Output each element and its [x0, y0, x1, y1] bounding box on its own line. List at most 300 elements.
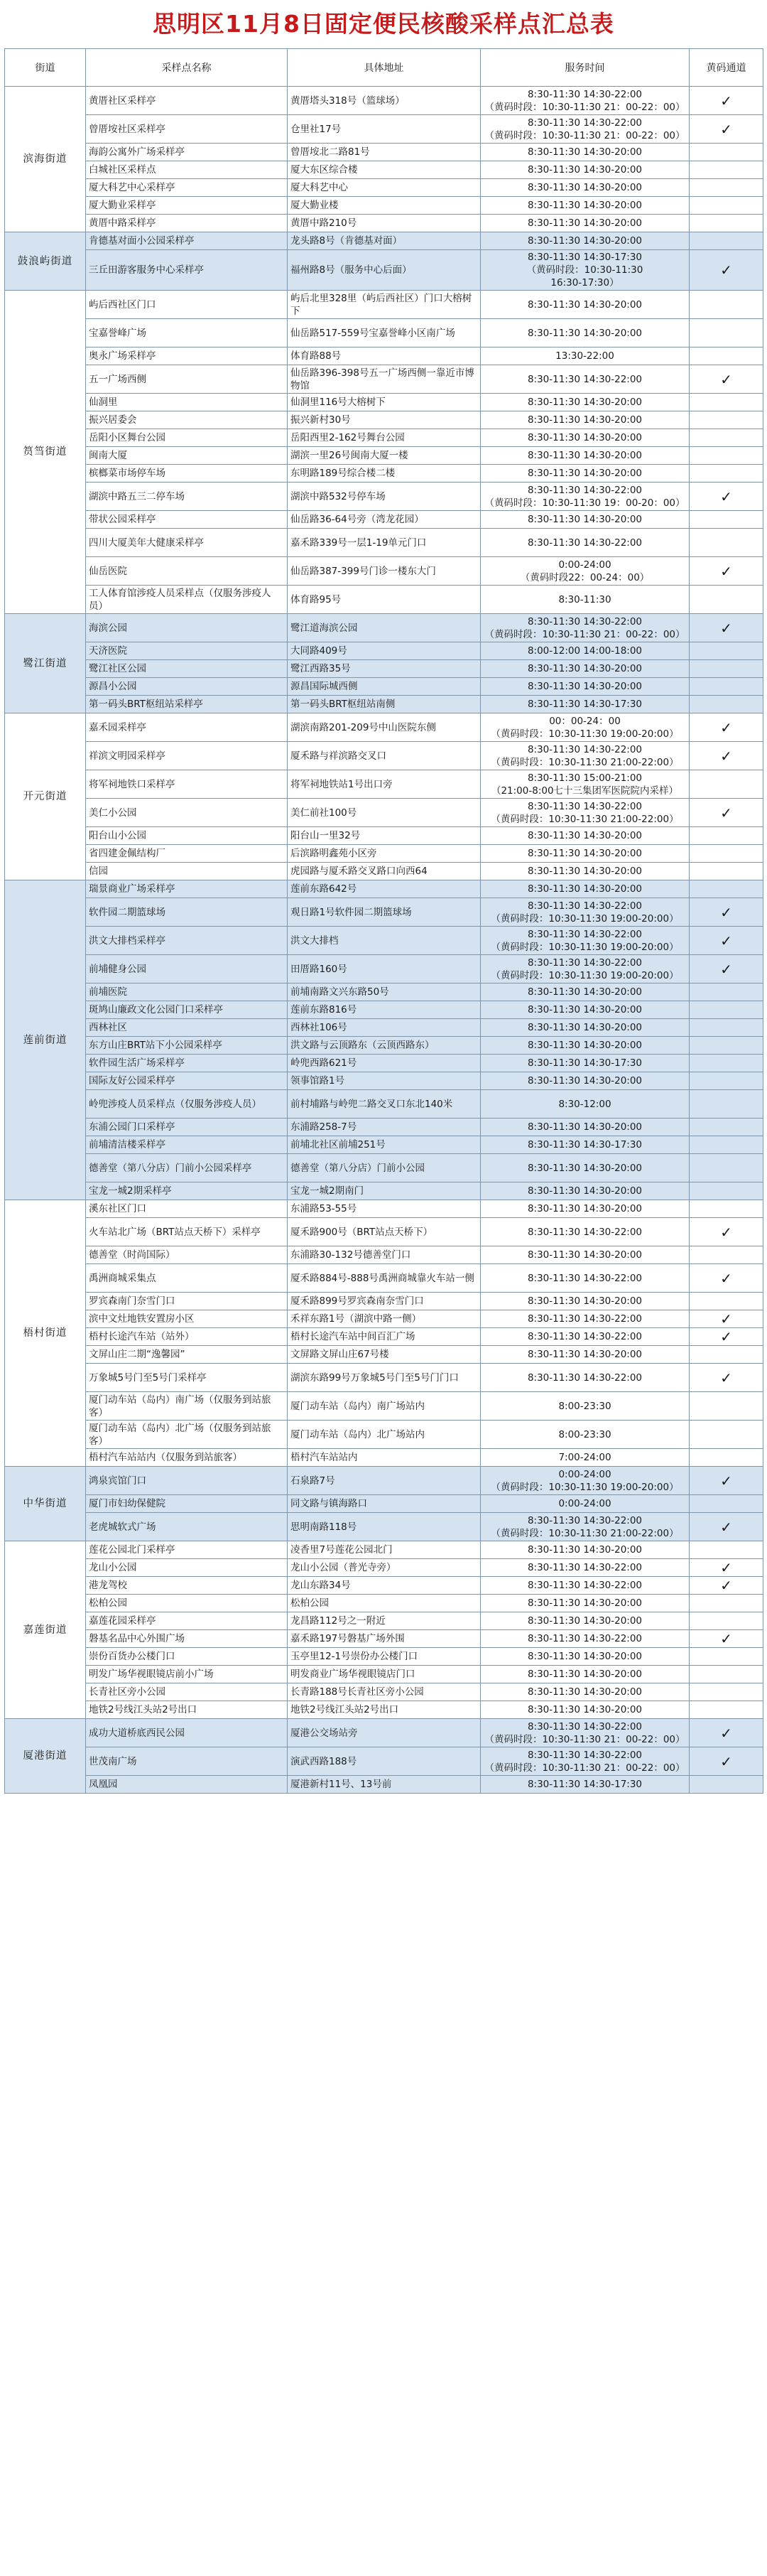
table-row	[5, 1200, 763, 1218]
street-cell: 鼓浪屿街道	[5, 232, 86, 291]
site-name-cell: 老虎城软式广场	[86, 1513, 288, 1541]
address-cell: 仙岳路517-559号宝嘉誉峰小区南广场	[288, 319, 481, 347]
service-time-line: 7:00-24:00	[558, 1452, 611, 1463]
table-row	[5, 1776, 763, 1794]
service-time-line: 0:00-24:00	[558, 1498, 611, 1509]
table-row	[5, 1001, 763, 1019]
service-time-cell	[481, 1559, 690, 1577]
site-name-cell: 文屏山庄二期“逸馨园”	[86, 1346, 288, 1364]
table-row	[5, 1701, 763, 1719]
table-row	[5, 1449, 763, 1467]
service-time-cell	[481, 1577, 690, 1595]
service-time-cell	[481, 1392, 690, 1421]
address-cell: 湖滨中路532号停车场	[288, 483, 481, 511]
site-name-cell: 梧村汽车站站内（仅服务到站旅客）	[86, 1449, 288, 1467]
service-time-cell	[481, 614, 690, 642]
service-time-cell	[481, 347, 690, 365]
service-time-line: 8:30-11:30 14:30-20:00	[527, 830, 643, 841]
yellow-code-cell	[690, 742, 763, 770]
street-cell: 厦港街道	[5, 1719, 86, 1794]
service-time-cell	[481, 529, 690, 557]
address-cell: 仙洞里116号大榕树下	[288, 394, 481, 411]
check-icon: ✓	[720, 1752, 732, 1770]
service-time-cell	[481, 1310, 690, 1328]
service-time-line: 8:30-11:30 14:30-20:00	[527, 200, 643, 211]
address-cell: 西林社106号	[288, 1019, 481, 1037]
yellow-code-cell	[690, 1200, 763, 1218]
check-icon: ✓	[720, 1223, 732, 1241]
table-row	[5, 1293, 763, 1310]
table-row	[5, 880, 763, 898]
service-time-line: 8:30-11:30 14:30-22:00	[527, 537, 643, 549]
address-cell: 美仁前社100号	[288, 799, 481, 827]
yellow-code-cell	[690, 1559, 763, 1577]
site-name-cell: 三丘田游客服务中心采样亭	[86, 250, 288, 291]
service-time-cell	[481, 827, 690, 845]
yellow-code-cell	[690, 291, 763, 319]
address-cell: 玉亭里12-1号崇份办公楼门口	[288, 1648, 481, 1666]
table-row	[5, 232, 763, 250]
address-cell: 第一码头BRT枢纽站南侧	[288, 696, 481, 713]
table-row	[5, 586, 763, 614]
yellow-code-cell	[690, 1392, 763, 1421]
service-time-cell	[481, 1119, 690, 1136]
street-cell: 嘉莲街道	[5, 1541, 86, 1719]
table-row	[5, 1559, 763, 1577]
service-time-cell	[481, 1776, 690, 1794]
table-row	[5, 1577, 763, 1595]
service-time-line: （黄码时段：10:30-11:30 21:00-22:00）	[491, 1527, 679, 1539]
service-time-cell	[481, 660, 690, 678]
sampling-sites-table	[4, 48, 763, 1794]
service-time-line: （黄码时段：10:30-11:30 21:00-22:00）	[491, 813, 679, 825]
yellow-code-cell	[690, 115, 763, 144]
address-cell: 鹭江道海滨公园	[288, 614, 481, 642]
address-cell: 演武西路188号	[288, 1747, 481, 1776]
table-row	[5, 1154, 763, 1182]
service-time-line: 8:30-11:30 14:30-17:30	[527, 1779, 643, 1790]
site-name-cell: 岭兜涉疫人员采样点（仅服务涉疫人员）	[86, 1090, 288, 1119]
yellow-code-cell	[690, 983, 763, 1001]
yellow-code-cell	[690, 215, 763, 232]
site-name-cell: 鹭江社区公园	[86, 660, 288, 678]
check-icon: ✓	[720, 747, 732, 765]
address-cell: 洪文路与云顶路东（云顶西路东）	[288, 1037, 481, 1055]
check-icon: ✓	[720, 619, 732, 637]
service-time-cell	[481, 411, 690, 429]
service-time-line: 8:30-11:30 14:30-20:00	[527, 1544, 643, 1556]
service-time-line: 8:30-11:30 14:30-17:30	[527, 1139, 643, 1150]
service-time-line: （黄码时段：10:30-11:30 21：00-22：00）	[484, 101, 685, 113]
table-row	[5, 347, 763, 365]
table-row	[5, 1392, 763, 1421]
site-name-cell: 信园	[86, 863, 288, 880]
address-cell: 阳台山一里32号	[288, 827, 481, 845]
yellow-code-cell	[690, 1630, 763, 1648]
service-time-line: 8:30-11:30 14:30-22:00	[527, 1514, 643, 1526]
check-icon: ✓	[720, 487, 732, 505]
yellow-code-cell	[690, 1449, 763, 1467]
site-name-cell: 前埔清洁楼采样亭	[86, 1136, 288, 1154]
site-name-cell: 滨中文灶地铁安置房小区	[86, 1310, 288, 1328]
yellow-code-cell	[690, 1246, 763, 1264]
table-row	[5, 927, 763, 955]
service-time-line: 8:30-11:30 14:30-20:00	[527, 468, 643, 479]
service-time-line: 8:30-11:30 14:30-22:00	[527, 900, 643, 912]
address-cell: 凌香里7号莲花公园北门	[288, 1541, 481, 1559]
yellow-code-cell	[690, 1612, 763, 1630]
site-name-cell: 港龙驾校	[86, 1577, 288, 1595]
service-time-line: 8:30-11:30 14:30-20:00	[527, 848, 643, 859]
yellow-code-cell	[690, 1136, 763, 1154]
yellow-code-cell	[690, 1182, 763, 1200]
site-name-cell: 厦门市妇幼保健院	[86, 1495, 288, 1513]
yellow-code-cell	[690, 197, 763, 215]
address-cell: 虎园路与厦禾路交叉路口向西64	[288, 863, 481, 880]
yellow-code-cell	[690, 845, 763, 863]
yellow-code-cell	[690, 713, 763, 742]
service-time-line: 8:30-11:30 14:30-20:00	[527, 432, 643, 443]
service-time-cell	[481, 1200, 690, 1218]
table-row	[5, 1072, 763, 1090]
table-row	[5, 1541, 763, 1559]
address-cell: 宝龙一城2期南门	[288, 1182, 481, 1200]
site-name-cell: 长青社区旁小公园	[86, 1683, 288, 1701]
address-cell: 厦大东区综合楼	[288, 161, 481, 179]
header-site-name: 采样点名称	[86, 49, 288, 87]
service-time-cell	[481, 291, 690, 319]
service-time-cell	[481, 1701, 690, 1719]
service-time-line: 8:30-11:30 14:30-20:00	[527, 450, 643, 461]
check-icon: ✓	[720, 370, 732, 388]
service-time-cell	[481, 1467, 690, 1495]
table-row	[5, 429, 763, 447]
table-row	[5, 1421, 763, 1449]
site-name-cell: 岳阳小区舞台公园	[86, 429, 288, 447]
address-cell: 源昌国际城西侧	[288, 678, 481, 696]
yellow-code-cell	[690, 1683, 763, 1701]
address-cell: 岭兜西路621号	[288, 1055, 481, 1072]
table-row	[5, 678, 763, 696]
table-row	[5, 983, 763, 1001]
yellow-code-cell	[690, 614, 763, 642]
yellow-code-cell	[690, 557, 763, 586]
table-row	[5, 483, 763, 511]
service-time-cell	[481, 447, 690, 465]
service-time-line: 8:30-11:30 14:30-20:00	[527, 397, 643, 408]
address-cell: 仙岳路36-64号旁（湾龙花园）	[288, 511, 481, 529]
check-icon: ✓	[720, 92, 732, 109]
check-icon: ✓	[720, 262, 732, 279]
address-cell: 曾厝垵北二路81号	[288, 144, 481, 161]
check-icon: ✓	[720, 1630, 732, 1647]
service-time-cell	[481, 770, 690, 799]
table-row	[5, 955, 763, 983]
address-cell: 厦禾路900号（BRT站点天桥下）	[288, 1218, 481, 1246]
table-row	[5, 770, 763, 799]
table-row	[5, 799, 763, 827]
yellow-code-cell	[690, 1072, 763, 1090]
table-row	[5, 1119, 763, 1136]
service-time-line: （黄码时段22：00-24：00）	[520, 571, 650, 583]
service-time-cell	[481, 232, 690, 250]
service-time-line: 8:30-11:30 14:30-20:00	[527, 1651, 643, 1662]
check-icon: ✓	[720, 1518, 732, 1536]
service-time-cell	[481, 880, 690, 898]
service-time-line: 8:30-11:30 14:30-22:00	[527, 1272, 643, 1284]
page-title: 思明区11月8日固定便民核酸采样点汇总表	[153, 10, 614, 38]
address-cell: 洪文大排档	[288, 927, 481, 955]
service-time-cell	[481, 678, 690, 696]
address-cell: 前村埔路与岭兜二路交叉口东北140米	[288, 1090, 481, 1119]
service-time-cell	[481, 1218, 690, 1246]
service-time-cell	[481, 483, 690, 511]
table-row	[5, 1218, 763, 1246]
header-yellow-code: 黄码通道	[690, 49, 763, 87]
address-cell: 龙山东路34号	[288, 1577, 481, 1595]
service-time-cell	[481, 1513, 690, 1541]
table-row	[5, 1747, 763, 1776]
check-icon: ✓	[720, 1724, 732, 1742]
street-cell: 开元街道	[5, 713, 86, 880]
address-cell: 嘉禾路339号一层1-19单元门口	[288, 529, 481, 557]
service-time-cell	[481, 1182, 690, 1200]
service-time-line: 8:30-11:30 14:30-22:00	[527, 1633, 643, 1644]
service-time-line: 8:30-11:30 14:30-20:00	[527, 1162, 643, 1174]
service-time-cell	[481, 1136, 690, 1154]
service-time-line: 8:30-11:30 14:30-20:00	[527, 1040, 643, 1051]
service-time-line: 8:30-11:30 14:30-20:00	[527, 327, 643, 339]
table-row	[5, 1182, 763, 1200]
site-name-cell: 凤凰园	[86, 1776, 288, 1794]
service-time-line: 0:00-24:00	[558, 559, 611, 571]
yellow-code-cell	[690, 1037, 763, 1055]
service-time-line: 8:30-11:30 14:30-20:00	[527, 1597, 643, 1609]
service-time-line: 8:30-11:30 14:30-22:00	[527, 1580, 643, 1591]
service-time-line: 8:30-11:30 14:30-20:00	[527, 681, 643, 692]
address-cell: 厦禾路899号罗宾森南奈雪门口	[288, 1293, 481, 1310]
address-cell: 屿后北里328里（屿后西社区）门口大榕树下	[288, 291, 481, 319]
site-name-cell: 罗宾森南门奈雪门口	[86, 1293, 288, 1310]
service-time-line: 8:30-11:30 14:30-20:00	[527, 217, 643, 229]
service-time-line: 8:30-11:30 14:30-20:00	[527, 1004, 643, 1015]
service-time-line: 8:30-11:30 14:30-22:00	[527, 88, 643, 100]
table-row	[5, 1264, 763, 1293]
yellow-code-cell	[690, 1119, 763, 1136]
header-service-time: 服务时间	[481, 49, 690, 87]
address-cell: 仙岳路396-398号五一广场西侧一靠近市博物馆	[288, 365, 481, 394]
address-cell: 厦门动车站（岛内）北广场站内	[288, 1421, 481, 1449]
service-time-cell	[481, 927, 690, 955]
service-time-line: 8:30-11:30 14:30-22:00	[527, 800, 643, 812]
address-cell: 湖滨东路99号万象城5号门至5号门门口	[288, 1364, 481, 1392]
yellow-code-cell	[690, 1001, 763, 1019]
site-name-cell: 美仁小公园	[86, 799, 288, 827]
address-cell: 东浦路53-55号	[288, 1200, 481, 1218]
yellow-code-cell	[690, 1264, 763, 1293]
address-cell: 思明南路118号	[288, 1513, 481, 1541]
service-time-cell	[481, 713, 690, 742]
service-time-cell	[481, 1037, 690, 1055]
table-row	[5, 898, 763, 927]
site-name-cell: 嘉莲花园采样亭	[86, 1612, 288, 1630]
service-time-cell	[481, 319, 690, 347]
service-time-line: 16:30-17:30）	[550, 277, 619, 289]
yellow-code-cell	[690, 465, 763, 483]
service-time-cell	[481, 429, 690, 447]
address-cell: 湖滨南路201-209号中山医院东侧	[288, 713, 481, 742]
service-time-line: 8:30-11:30 14:30-20:00	[527, 1121, 643, 1133]
service-time-cell	[481, 1421, 690, 1449]
service-time-cell	[481, 144, 690, 161]
site-name-cell: 厦门动车站（岛内）南广场（仅服务到站旅客）	[86, 1392, 288, 1421]
check-icon: ✓	[720, 1472, 732, 1489]
site-name-cell: 火车站北广场（BRT站点天桥下）采样亭	[86, 1218, 288, 1246]
service-time-line: 00：00-24：00	[549, 715, 621, 727]
table-row	[5, 1328, 763, 1346]
yellow-code-cell	[690, 250, 763, 291]
address-cell: 嘉禾路197号磐基广场外围	[288, 1630, 481, 1648]
table-header-row	[5, 49, 763, 87]
service-time-line: （黄码时段：10:30-11:30 21：00-22：00）	[484, 1733, 685, 1745]
service-time-line: 8:30-11:30 14:30-20:00	[527, 1075, 643, 1087]
service-time-cell	[481, 1072, 690, 1090]
yellow-code-cell	[690, 1421, 763, 1449]
service-time-cell	[481, 365, 690, 394]
table-row	[5, 614, 763, 642]
service-time-cell	[481, 845, 690, 863]
site-name-cell: 闽南大厦	[86, 447, 288, 465]
site-name-cell: 带状公园采样亭	[86, 511, 288, 529]
service-time-cell	[481, 1090, 690, 1119]
yellow-code-cell	[690, 429, 763, 447]
address-cell: 长青路188号长青社区旁小公园	[288, 1683, 481, 1701]
service-time-cell	[481, 1612, 690, 1630]
service-time-line: 8:30-11:30 14:30-20:00	[527, 1349, 643, 1360]
service-time-line: 8:30-11:30 14:30-22:00	[527, 1720, 643, 1732]
service-time-line: 13:30-22:00	[555, 350, 614, 362]
table-row	[5, 1246, 763, 1264]
yellow-code-cell	[690, 678, 763, 696]
service-time-line: 8:30-11:30 14:30-22:00	[527, 117, 643, 129]
site-name-cell: 海韵公寓外广场采样亭	[86, 144, 288, 161]
check-icon: ✓	[720, 120, 732, 138]
table-row	[5, 465, 763, 483]
service-time-cell	[481, 1495, 690, 1513]
yellow-code-cell	[690, 586, 763, 614]
address-cell: 领事馆路1号	[288, 1072, 481, 1090]
site-name-cell: 海滨公园	[86, 614, 288, 642]
site-name-cell: 阳台山小公园	[86, 827, 288, 845]
address-cell: 田厝路160号	[288, 955, 481, 983]
service-time-cell	[481, 1541, 690, 1559]
site-name-cell: 洪文大排档采样亭	[86, 927, 288, 955]
yellow-code-cell	[690, 770, 763, 799]
service-time-cell	[481, 799, 690, 827]
service-time-line: 8:30-11:30 14:30-20:00	[527, 1203, 643, 1214]
table-row	[5, 197, 763, 215]
table-row	[5, 1467, 763, 1495]
table-row	[5, 511, 763, 529]
service-time-line: （黄码时段：10:30-11:30 21：00-22：00）	[484, 628, 685, 640]
table-row	[5, 1364, 763, 1392]
address-cell: 厦门动车站（岛内）南广场站内	[288, 1392, 481, 1421]
street-cell: 梧村街道	[5, 1200, 86, 1467]
service-time-cell	[481, 87, 690, 115]
service-time-line: 8:00-23:30	[558, 1400, 611, 1412]
address-cell: 龙山小公园（普光寺旁）	[288, 1559, 481, 1577]
site-name-cell: 梧村长途汽车站（站外）	[86, 1328, 288, 1346]
service-time-cell	[481, 586, 690, 614]
yellow-code-cell	[690, 1701, 763, 1719]
yellow-code-cell	[690, 642, 763, 660]
check-icon: ✓	[720, 960, 732, 978]
table-row	[5, 215, 763, 232]
yellow-code-cell	[690, 799, 763, 827]
table-row	[5, 1666, 763, 1683]
site-name-cell: 禹洲商城采集点	[86, 1264, 288, 1293]
site-name-cell: 软件园二期篮球场	[86, 898, 288, 927]
address-cell: 将军祠地铁站1号出口旁	[288, 770, 481, 799]
site-name-cell: 仙岳医院	[86, 557, 288, 586]
service-time-line: 8:30-11:30 14:30-22:00	[527, 484, 643, 496]
site-name-cell: 东浦公园门口采样亭	[86, 1119, 288, 1136]
table-row	[5, 696, 763, 713]
service-time-cell	[481, 955, 690, 983]
service-time-line: 8:30-11:30 14:30-20:00	[527, 883, 643, 895]
table-row	[5, 529, 763, 557]
service-time-cell	[481, 465, 690, 483]
yellow-code-cell	[690, 1293, 763, 1310]
yellow-code-cell	[690, 1154, 763, 1182]
check-icon: ✓	[720, 804, 732, 821]
table-row	[5, 319, 763, 347]
table-row	[5, 365, 763, 394]
address-cell: 福州路8号（服务中心后面）	[288, 250, 481, 291]
service-time-cell	[481, 511, 690, 529]
yellow-code-cell	[690, 880, 763, 898]
site-name-cell: 黄厝社区采样亭	[86, 87, 288, 115]
yellow-code-cell	[690, 1019, 763, 1037]
service-time-line: （黄码时段：10:30-11:30 19:00-20:00）	[491, 912, 679, 925]
service-time-line: 8:30-11:30 14:30-20:00	[527, 1669, 643, 1680]
service-time-cell	[481, 898, 690, 927]
address-cell: 厦大科艺中心	[288, 179, 481, 197]
service-time-line: 8:30-11:30 14:30-20:00	[527, 146, 643, 158]
check-icon: ✓	[720, 1269, 732, 1287]
service-time-line: 0:00-24:00	[558, 1468, 611, 1480]
yellow-code-cell	[690, 1055, 763, 1072]
site-name-cell: 成功大道桥底西民公园	[86, 1719, 288, 1747]
table-row	[5, 447, 763, 465]
site-name-cell: 厦大勤业采样亭	[86, 197, 288, 215]
site-name-cell: 黄厝中路采样亭	[86, 215, 288, 232]
service-time-line: 8:30-11:30 14:30-20:00	[527, 235, 643, 247]
service-time-line: 8:30-11:30	[558, 593, 611, 605]
address-cell: 莲前东路642号	[288, 880, 481, 898]
address-cell: 体育路88号	[288, 347, 481, 365]
site-name-cell: 崇份百货办公楼门口	[86, 1648, 288, 1666]
service-time-line: 8:30-11:30 14:30-17:30	[527, 1057, 643, 1069]
service-time-line: 8:30-11:30 14:30-22:00	[527, 615, 643, 627]
yellow-code-cell	[690, 1346, 763, 1364]
site-name-cell: 源昌小公园	[86, 678, 288, 696]
yellow-code-cell	[690, 347, 763, 365]
table-row	[5, 115, 763, 144]
address-cell: 仙岳路387-399号门诊一楼东大门	[288, 557, 481, 586]
service-time-cell	[481, 1246, 690, 1264]
site-name-cell: 莲花公园北门采样亭	[86, 1541, 288, 1559]
